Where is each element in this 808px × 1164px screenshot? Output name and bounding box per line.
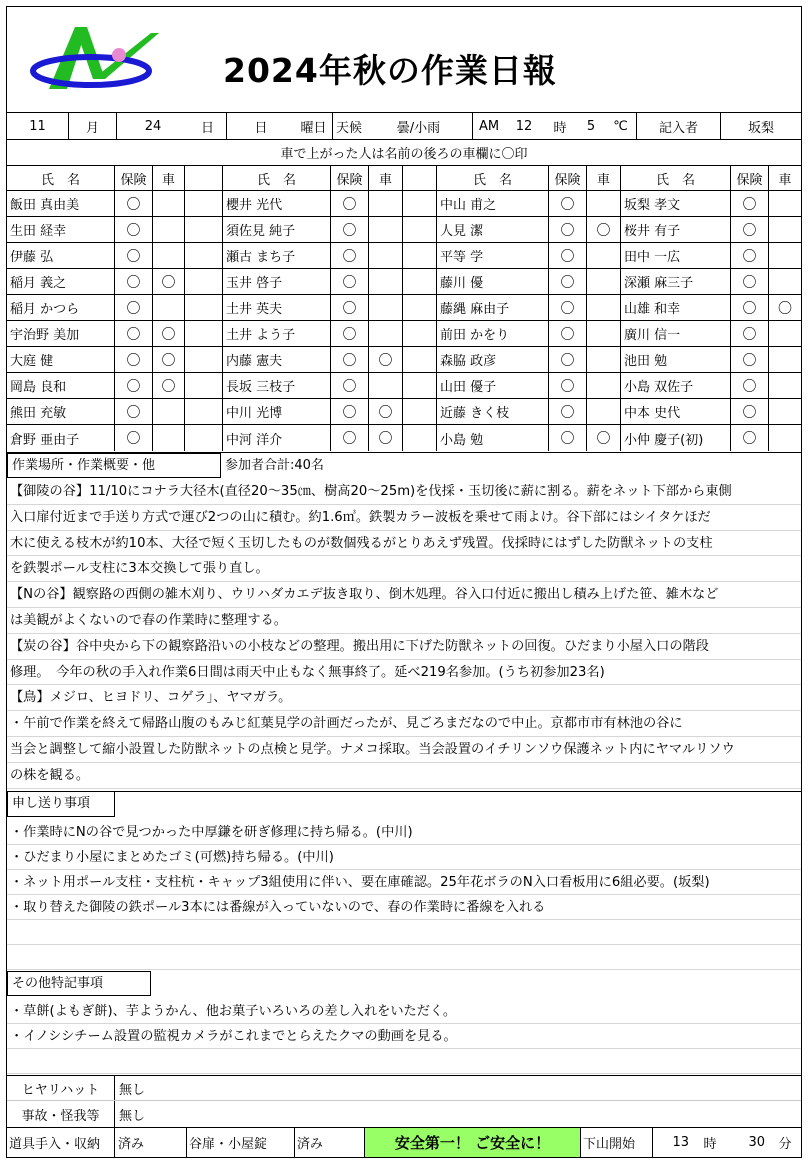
car-mark: 〇 — [153, 347, 185, 372]
header-car-1: 車 — [369, 166, 403, 190]
month-unit: 月 — [69, 113, 117, 139]
header-car-2: 車 — [587, 166, 621, 190]
insurance-mark: 〇 — [549, 243, 587, 268]
hour-value: 12 — [515, 118, 533, 134]
text-line: ・ネット用ポール支柱・支柱杭・キャップ3組使用に伴い、要在庫確認。25年花ボラのN入口看板用に6組必要。(坂梨) — [7, 870, 801, 895]
car-mark — [369, 243, 403, 268]
spacer-cell — [185, 321, 223, 346]
insurance-mark: 〇 — [731, 269, 769, 294]
text-line: の株を観る。 — [7, 763, 801, 789]
weather-value: 曇/小雨 — [365, 113, 473, 139]
car-mark — [369, 217, 403, 242]
member-name: 稲月 義之 — [7, 269, 115, 294]
insurance-mark: 〇 — [549, 399, 587, 424]
daily-report-sheet — [6, 6, 802, 1158]
car-mark — [587, 399, 621, 424]
insurance-mark: 〇 — [115, 243, 153, 268]
descent-hour: 13 — [672, 1135, 689, 1150]
hiyari-row — [7, 1075, 801, 1101]
accident-value: 無し — [119, 1108, 146, 1124]
header-name-2: 氏 名 — [437, 166, 549, 190]
car-mark — [769, 191, 801, 216]
spacer-cell — [185, 373, 223, 398]
text-line: 【鳥】メジロ、ヒヨドリ、コゲラ」、ヤマガラ。 — [7, 685, 801, 711]
weekday-unit: 曜日 — [295, 113, 333, 139]
insurance-mark: 〇 — [731, 399, 769, 424]
spacer-cell — [185, 347, 223, 372]
car-mark — [369, 191, 403, 216]
text-line: ・午前で作業を終えて帰路山腹のもみじ紅葉見学の計画だったが、見ごろまだなので中止。京都市市有林池の谷に — [7, 711, 801, 737]
member-name: 生田 経幸 — [7, 217, 115, 242]
car-mark — [769, 243, 801, 268]
hiyari-value: 無し — [119, 1082, 146, 1098]
spacer-cell — [185, 295, 223, 320]
text-line: 【御陵の谷】11/10にコナラ大径木(直径20～35㎝、樹高20～25m)を伐採・玉切後に薪に割る。薪をネット下部から東側 — [7, 479, 801, 505]
handover-label: 申し送り事項 — [7, 792, 115, 817]
temp-unit: ℃ — [605, 113, 637, 139]
car-mark — [153, 243, 185, 268]
car-mark: 〇 — [778, 300, 792, 317]
spacer-cell — [403, 347, 437, 372]
spacer-cell — [403, 321, 437, 346]
month-value: 11 — [7, 113, 69, 139]
car-mark: 〇 — [369, 399, 403, 424]
member-name: 藤川 優 — [437, 269, 549, 294]
insurance-mark: 〇 — [115, 425, 153, 451]
hour-unit: 時 — [553, 120, 567, 136]
car-mark — [587, 373, 621, 398]
insurance-mark: 〇 — [549, 269, 587, 294]
attendance-row — [7, 217, 801, 243]
descent-min: 30 — [748, 1135, 765, 1150]
attendance-header — [7, 166, 801, 191]
member-name: 小仲 慶子(初) — [621, 425, 731, 451]
ampm: AM — [478, 118, 500, 134]
header-name-1: 氏 名 — [223, 166, 331, 190]
member-name: 櫻井 光代 — [223, 191, 331, 216]
spacer-cell — [403, 295, 437, 320]
member-name: 倉野 亜由子 — [7, 425, 115, 451]
text-line: 修理。 今年の秋の手入れ作業6日間は雨天中止もなく無事終了。延べ219名参加。(うち初参加23名) — [7, 660, 801, 686]
gate-label: 谷扉・小屋錠 — [187, 1128, 295, 1157]
member-name: 山田 優子 — [437, 373, 549, 398]
insurance-mark: 〇 — [331, 321, 369, 346]
hiyari-label: ヒヤリハット — [7, 1076, 115, 1100]
spacer-cell — [403, 425, 437, 451]
member-name: 平等 学 — [437, 243, 549, 268]
day-unit: 日 — [189, 113, 227, 139]
header-car-0: 車 — [153, 166, 185, 190]
tools-value: 済み — [115, 1128, 187, 1157]
gate-value: 済み — [295, 1128, 365, 1157]
car-mark — [153, 191, 185, 216]
member-name: 土井 英夫 — [223, 295, 331, 320]
tools-label: 道具手入・収納 — [7, 1128, 115, 1157]
spacer-cell — [185, 269, 223, 294]
member-name: 土井 よう子 — [223, 321, 331, 346]
accident-row — [7, 1101, 801, 1128]
insurance-mark: 〇 — [549, 373, 587, 398]
spacer-cell — [185, 425, 223, 451]
member-name: 藤縄 麻由子 — [437, 295, 549, 320]
insurance-mark: 〇 — [549, 217, 587, 242]
work-section — [7, 453, 801, 791]
other-notes-section — [7, 971, 801, 1073]
other-notes-label: その他特記事項 — [7, 971, 151, 996]
member-name: 小島 勉 — [437, 425, 549, 451]
member-name: 宇治野 美加 — [7, 321, 115, 346]
car-mark — [769, 373, 801, 398]
header — [7, 7, 801, 113]
member-name: 坂梨 孝文 — [621, 191, 731, 216]
car-mark — [587, 295, 621, 320]
header-name-3: 氏 名 — [621, 166, 731, 190]
attendance-row — [7, 321, 801, 347]
insurance-mark: 〇 — [731, 425, 769, 451]
temp-value: 5 — [586, 118, 596, 134]
spacer-cell — [185, 399, 223, 424]
descent-hour-unit: 時 — [703, 1137, 717, 1152]
car-mark: 〇 — [153, 321, 185, 346]
text-line — [7, 1049, 801, 1074]
header-insurance-0: 保険 — [115, 166, 153, 190]
text-line: 【炭の谷】谷中央から下の観察路沿いの小枝などの整理。搬出用に下げた防獣ネットの回復。ひだまり小屋入口の階段 — [7, 634, 801, 660]
text-line: 【Nの谷】観察路の西側の雑木刈り、ウリハダカエデ抜き取り、倒木処理。谷入口付近に搬出し積み上げた笹、雑木など — [7, 582, 801, 608]
member-name: 瀬古 まち子 — [223, 243, 331, 268]
car-mark — [153, 425, 185, 451]
member-name: 中本 史代 — [621, 399, 731, 424]
member-name: 桜井 有子 — [621, 217, 731, 242]
spacer-cell — [185, 191, 223, 216]
member-name: 深瀬 麻三子 — [621, 269, 731, 294]
weekday-value: 日 — [254, 120, 268, 136]
insurance-mark: 〇 — [731, 347, 769, 372]
member-name: 中川 光博 — [223, 399, 331, 424]
insurance-mark: 〇 — [331, 373, 369, 398]
spacer-cell — [403, 269, 437, 294]
car-mark — [369, 373, 403, 398]
work-section-label: 作業場所・作業概要・他 — [7, 453, 221, 478]
insurance-mark: 〇 — [115, 347, 153, 372]
car-mark — [587, 347, 621, 372]
insurance-mark: 〇 — [331, 399, 369, 424]
insurance-mark: 〇 — [549, 425, 587, 451]
car-mark — [587, 269, 621, 294]
spacer-cell — [403, 243, 437, 268]
header-insurance-1: 保険 — [331, 166, 369, 190]
insurance-mark: 〇 — [549, 191, 587, 216]
member-name: 田中 一広 — [621, 243, 731, 268]
report-title: 2024年秋の作業日報 — [223, 51, 557, 90]
insurance-mark: 〇 — [331, 269, 369, 294]
insurance-mark: 〇 — [115, 373, 153, 398]
spacer-cell — [403, 191, 437, 216]
insurance-mark: 〇 — [115, 269, 153, 294]
member-name: 山雄 和幸 — [621, 295, 731, 320]
text-line — [7, 945, 801, 970]
text-line: ・イノシシチーム設置の監視カメラがこれまでとらえたクマの動画を見る。 — [7, 1024, 801, 1049]
spacer-cell — [403, 217, 437, 242]
header-spacer-0 — [185, 166, 223, 190]
recorder-label: 記入者 — [637, 113, 721, 139]
car-mark — [369, 269, 403, 294]
car-note: 車で上がった人は名前の後ろの車欄に〇印 — [280, 147, 528, 162]
member-name: 小島 双佐子 — [621, 373, 731, 398]
insurance-mark: 〇 — [331, 217, 369, 242]
descent-label: 下山開始 — [581, 1128, 653, 1157]
header-car-3: 車 — [778, 172, 792, 188]
text-line — [7, 920, 801, 945]
car-mark: 〇 — [587, 425, 621, 451]
member-name: 須佐見 純子 — [223, 217, 331, 242]
insurance-mark: 〇 — [549, 321, 587, 346]
participant-total: 参加者合計:40名 — [225, 458, 324, 473]
text-line: 木に使える枝木が約10本、大径で短く玉切したものが数個残るがとりあえず残置。伐採時にはずした防獣ネットの支柱 — [7, 531, 801, 557]
safety-slogan: 安全第一！ ご安全に！ — [365, 1128, 581, 1157]
car-mark — [153, 217, 185, 242]
insurance-mark: 〇 — [731, 295, 769, 320]
info-row — [7, 113, 801, 140]
accident-label: 事故・怪我等 — [7, 1101, 115, 1127]
text-line: 入口扉付近まで手送り方式で運び2つの山に積む。約1.6㎥。鉄製カラー波板を乗せて雨よけ。谷下部にはシイタケほだ — [7, 505, 801, 531]
car-mark: 〇 — [587, 217, 621, 242]
car-mark — [769, 347, 801, 372]
spacer-cell — [403, 373, 437, 398]
attendance-row — [7, 399, 801, 425]
car-mark — [587, 243, 621, 268]
insurance-mark: 〇 — [115, 321, 153, 346]
member-name: 前田 かをり — [437, 321, 549, 346]
car-mark — [769, 269, 801, 294]
car-mark: 〇 — [153, 373, 185, 398]
header-insurance-3: 保険 — [731, 166, 769, 190]
insurance-mark: 〇 — [731, 373, 769, 398]
text-line: は美観がよくないので春の作業時に整理する。 — [7, 608, 801, 634]
insurance-mark: 〇 — [331, 295, 369, 320]
insurance-mark: 〇 — [115, 295, 153, 320]
header-insurance-2: 保険 — [549, 166, 587, 190]
car-mark: 〇 — [369, 425, 403, 451]
member-name: 廣川 信一 — [621, 321, 731, 346]
final-row — [7, 1128, 801, 1157]
member-name: 中山 甫之 — [437, 191, 549, 216]
car-mark — [769, 425, 801, 451]
member-name: 森脇 政彦 — [437, 347, 549, 372]
car-note-row — [7, 140, 801, 166]
attendance-table — [7, 191, 801, 453]
insurance-mark: 〇 — [331, 425, 369, 451]
recorder-value: 坂梨 — [747, 120, 774, 136]
attendance-row — [7, 347, 801, 373]
car-mark — [587, 191, 621, 216]
weather-label: 天候 — [335, 120, 362, 136]
member-name: 人見 潔 — [437, 217, 549, 242]
car-mark — [587, 321, 621, 346]
insurance-mark: 〇 — [331, 243, 369, 268]
member-name: 岡島 良和 — [7, 373, 115, 398]
text-line: ・草餅(よもぎ餅)、芋ようかん、他お菓子いろいろの差し入れをいただく。 — [7, 999, 801, 1024]
car-mark — [769, 217, 801, 242]
car-mark — [153, 295, 185, 320]
insurance-mark: 〇 — [731, 217, 769, 242]
day-value: 24 — [144, 118, 162, 134]
attendance-row — [7, 243, 801, 269]
member-name: 大庭 健 — [7, 347, 115, 372]
car-mark — [153, 399, 185, 424]
insurance-mark: 〇 — [549, 295, 587, 320]
insurance-mark: 〇 — [331, 191, 369, 216]
car-mark — [769, 321, 801, 346]
member-name: 玉井 啓子 — [223, 269, 331, 294]
member-name: 飯田 真由美 — [7, 191, 115, 216]
logo-mark — [27, 19, 175, 107]
attendance-row — [7, 191, 801, 217]
car-mark — [369, 295, 403, 320]
car-mark: 〇 — [369, 347, 403, 372]
text-line: ・取り替えた御陵の鉄ポール3本には番線が入っていないので、春の作業時に番線を入れる — [7, 895, 801, 920]
insurance-mark: 〇 — [115, 217, 153, 242]
attendance-row — [7, 373, 801, 399]
insurance-mark: 〇 — [731, 321, 769, 346]
text-line: ・作業時にNの谷で見つかった中厚鎌を研ぎ修理に持ち帰る。(中川) — [7, 820, 801, 845]
spacer-cell — [403, 399, 437, 424]
attendance-row — [7, 295, 801, 321]
spacer-cell — [185, 217, 223, 242]
insurance-mark: 〇 — [731, 243, 769, 268]
member-name: 池田 勉 — [621, 347, 731, 372]
text-line: 当会と調整して縮小設置した防獣ネットの点検と見学。ナメコ採取。当会設置のイチリンソウ保護ネット内にヤマルリソウ — [7, 737, 801, 763]
insurance-mark: 〇 — [549, 347, 587, 372]
car-mark — [369, 321, 403, 346]
member-name: 長坂 三枝子 — [223, 373, 331, 398]
member-name: 内藤 憲夫 — [223, 347, 331, 372]
insurance-mark: 〇 — [731, 191, 769, 216]
attendance-row — [7, 269, 801, 295]
car-mark — [769, 399, 801, 424]
descent-min-unit: 分 — [778, 1137, 792, 1152]
insurance-mark: 〇 — [115, 191, 153, 216]
member-name: 中河 洋介 — [223, 425, 331, 451]
car-mark: 〇 — [153, 269, 185, 294]
member-name: 伊藤 弘 — [7, 243, 115, 268]
member-name: 熊田 充敏 — [7, 399, 115, 424]
insurance-mark: 〇 — [331, 347, 369, 372]
spacer-cell — [185, 243, 223, 268]
header-name-0: 氏 名 — [7, 166, 115, 190]
attendance-row — [7, 425, 801, 451]
member-name: 近藤 きく枝 — [437, 399, 549, 424]
member-name: 稲月 かつら — [7, 295, 115, 320]
text-line: ・ひだまり小屋にまとめたゴミ(可燃)持ち帰る。(中川) — [7, 845, 801, 870]
text-line: を鉄製ポール支柱に3本交換して張り直し。 — [7, 556, 801, 582]
header-spacer-1 — [403, 166, 437, 190]
handover-section — [7, 791, 801, 973]
insurance-mark: 〇 — [115, 399, 153, 424]
